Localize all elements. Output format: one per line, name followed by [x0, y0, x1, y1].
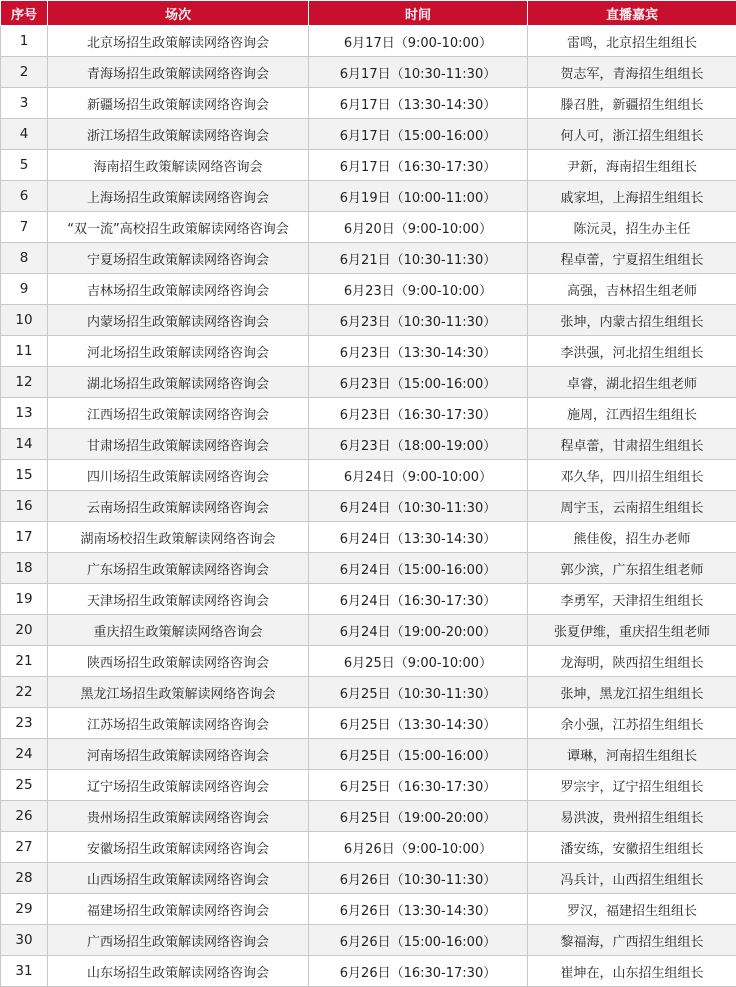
cell-time: 6月24日（15:00-16:00）	[309, 553, 528, 584]
cell-time: 6月25日（13:30-14:30）	[309, 708, 528, 739]
cell-guest: 李勇军，天津招生组组长	[528, 584, 736, 615]
table-row	[1, 739, 736, 770]
cell-time: 6月25日（15:00-16:00）	[309, 739, 528, 770]
cell-time: 6月26日（16:30-17:30）	[309, 956, 528, 987]
cell-guest: 何人可，浙江招生组组长	[528, 119, 736, 150]
cell-guest: 张坤，内蒙古招生组组长	[528, 305, 736, 336]
table-row	[1, 336, 736, 367]
cell-session: 江苏场招生政策解读网络咨询会	[48, 708, 309, 739]
cell-session: 江西场招生政策解读网络咨询会	[48, 398, 309, 429]
table-row	[1, 243, 736, 274]
cell-index: 18	[1, 553, 48, 584]
cell-index: 11	[1, 336, 48, 367]
table-row	[1, 646, 736, 677]
cell-index: 6	[1, 181, 48, 212]
cell-time: 6月24日（10:30-11:30）	[309, 491, 528, 522]
cell-time: 6月17日（16:30-17:30）	[309, 150, 528, 181]
cell-time: 6月23日（13:30-14:30）	[309, 336, 528, 367]
table-row	[1, 212, 736, 243]
table-row	[1, 119, 736, 150]
cell-session: 上海场招生政策解读网络咨询会	[48, 181, 309, 212]
table-row	[1, 584, 736, 615]
table-row	[1, 57, 736, 88]
cell-index: 7	[1, 212, 48, 243]
table-row	[1, 863, 736, 894]
table-row	[1, 26, 736, 57]
header-session: 场次	[48, 1, 309, 26]
cell-index: 25	[1, 770, 48, 801]
header-index: 序号	[1, 1, 48, 26]
cell-guest: 雷鸣，北京招生组组长	[528, 26, 736, 57]
cell-guest: 戚家坦，上海招生组组长	[528, 181, 736, 212]
table-row	[1, 181, 736, 212]
cell-index: 22	[1, 677, 48, 708]
cell-session: 吉林场招生政策解读网络咨询会	[48, 274, 309, 305]
cell-index: 3	[1, 88, 48, 119]
table-row	[1, 150, 736, 181]
cell-session: 青海场招生政策解读网络咨询会	[48, 57, 309, 88]
cell-time: 6月17日（13:30-14:30）	[309, 88, 528, 119]
table-body	[1, 26, 736, 987]
cell-index: 4	[1, 119, 48, 150]
cell-time: 6月21日（10:30-11:30）	[309, 243, 528, 274]
cell-time: 6月23日（15:00-16:00）	[309, 367, 528, 398]
cell-session: 辽宁场招生政策解读网络咨询会	[48, 770, 309, 801]
cell-time: 6月23日（10:30-11:30）	[309, 305, 528, 336]
cell-session: 天津场招生政策解读网络咨询会	[48, 584, 309, 615]
cell-time: 6月24日（13:30-14:30）	[309, 522, 528, 553]
cell-session: 重庆招生政策解读网络咨询会	[48, 615, 309, 646]
cell-session: 河南场招生政策解读网络咨询会	[48, 739, 309, 770]
cell-time: 6月17日（9:00-10:00）	[309, 26, 528, 57]
table-row	[1, 460, 736, 491]
cell-guest: 余小强，江苏招生组组长	[528, 708, 736, 739]
cell-guest: 张坤，黑龙江招生组组长	[528, 677, 736, 708]
cell-session: 宁夏场招生政策解读网络咨询会	[48, 243, 309, 274]
cell-time: 6月17日（15:00-16:00）	[309, 119, 528, 150]
cell-time: 6月25日（19:00-20:00）	[309, 801, 528, 832]
cell-time: 6月26日（10:30-11:30）	[309, 863, 528, 894]
cell-index: 2	[1, 57, 48, 88]
cell-session: 陕西场招生政策解读网络咨询会	[48, 646, 309, 677]
cell-guest: 郭少滨，广东招生组老师	[528, 553, 736, 584]
cell-guest: 黎福海，广西招生组组长	[528, 925, 736, 956]
cell-time: 6月24日（9:00-10:00）	[309, 460, 528, 491]
cell-time: 6月24日（16:30-17:30）	[309, 584, 528, 615]
cell-time: 6月26日（13:30-14:30）	[309, 894, 528, 925]
cell-index: 17	[1, 522, 48, 553]
table-row	[1, 429, 736, 460]
cell-guest: 卓睿，湖北招生组老师	[528, 367, 736, 398]
cell-time: 6月20日（9:00-10:00）	[309, 212, 528, 243]
cell-index: 8	[1, 243, 48, 274]
cell-session: 北京场招生政策解读网络咨询会	[48, 26, 309, 57]
table-row	[1, 925, 736, 956]
cell-guest: 罗汉，福建招生组组长	[528, 894, 736, 925]
cell-guest: 贺志军，青海招生组组长	[528, 57, 736, 88]
cell-index: 30	[1, 925, 48, 956]
cell-guest: 熊佳俊，招生办老师	[528, 522, 736, 553]
cell-time: 6月25日（10:30-11:30）	[309, 677, 528, 708]
table-row	[1, 491, 736, 522]
cell-index: 29	[1, 894, 48, 925]
cell-index: 23	[1, 708, 48, 739]
cell-guest: 滕召胜，新疆招生组组长	[528, 88, 736, 119]
cell-session: 广西场招生政策解读网络咨询会	[48, 925, 309, 956]
cell-index: 1	[1, 26, 48, 57]
cell-guest: 施周，江西招生组组长	[528, 398, 736, 429]
cell-index: 16	[1, 491, 48, 522]
cell-time: 6月24日（19:00-20:00）	[309, 615, 528, 646]
table-row	[1, 677, 736, 708]
cell-session: 黑龙江场招生政策解读网络咨询会	[48, 677, 309, 708]
cell-session: 河北场招生政策解读网络咨询会	[48, 336, 309, 367]
header-row	[1, 1, 736, 26]
cell-session: 新疆场招生政策解读网络咨询会	[48, 88, 309, 119]
cell-guest: 邓久华，四川招生组组长	[528, 460, 736, 491]
cell-session: 湖南场校招生政策解读网络咨询会	[48, 522, 309, 553]
cell-index: 21	[1, 646, 48, 677]
table-row	[1, 615, 736, 646]
cell-session: 福建场招生政策解读网络咨询会	[48, 894, 309, 925]
table-row	[1, 801, 736, 832]
cell-index: 15	[1, 460, 48, 491]
cell-session: 海南招生政策解读网络咨询会	[48, 150, 309, 181]
cell-session: 四川场招生政策解读网络咨询会	[48, 460, 309, 491]
cell-guest: 龙海明，陕西招生组组长	[528, 646, 736, 677]
cell-time: 6月23日（18:00-19:00）	[309, 429, 528, 460]
cell-guest: 程卓蕾，宁夏招生组组长	[528, 243, 736, 274]
cell-index: 19	[1, 584, 48, 615]
cell-guest: 周宇玉，云南招生组组长	[528, 491, 736, 522]
cell-time: 6月26日（15:00-16:00）	[309, 925, 528, 956]
cell-index: 24	[1, 739, 48, 770]
table-row	[1, 770, 736, 801]
cell-index: 27	[1, 832, 48, 863]
cell-session: 山西场招生政策解读网络咨询会	[48, 863, 309, 894]
cell-session: 云南场招生政策解读网络咨询会	[48, 491, 309, 522]
table-row	[1, 956, 736, 987]
cell-index: 9	[1, 274, 48, 305]
cell-guest: 高强，吉林招生组老师	[528, 274, 736, 305]
cell-session: 山东场招生政策解读网络咨询会	[48, 956, 309, 987]
table-row	[1, 708, 736, 739]
cell-guest: 张夏伊维，重庆招生组老师	[528, 615, 736, 646]
cell-guest: 冯兵计，山西招生组组长	[528, 863, 736, 894]
cell-guest: 易洪波，贵州招生组组长	[528, 801, 736, 832]
cell-time: 6月17日（10:30-11:30）	[309, 57, 528, 88]
cell-time: 6月23日（16:30-17:30）	[309, 398, 528, 429]
cell-session: 安徽场招生政策解读网络咨询会	[48, 832, 309, 863]
cell-time: 6月25日（16:30-17:30）	[309, 770, 528, 801]
table-row	[1, 367, 736, 398]
header-time: 时间	[309, 1, 528, 26]
table-row	[1, 553, 736, 584]
cell-guest: 谭琳，河南招生组组长	[528, 739, 736, 770]
table-row	[1, 88, 736, 119]
cell-index: 31	[1, 956, 48, 987]
cell-time: 6月19日（10:00-11:00）	[309, 181, 528, 212]
cell-index: 26	[1, 801, 48, 832]
cell-index: 13	[1, 398, 48, 429]
cell-session: 浙江场招生政策解读网络咨询会	[48, 119, 309, 150]
cell-guest: 尹新，海南招生组组长	[528, 150, 736, 181]
table-row	[1, 305, 736, 336]
cell-guest: 程卓蕾，甘肃招生组组长	[528, 429, 736, 460]
table-row	[1, 274, 736, 305]
cell-session: 贵州场招生政策解读网络咨询会	[48, 801, 309, 832]
table-row	[1, 894, 736, 925]
cell-index: 20	[1, 615, 48, 646]
cell-session: 内蒙场招生政策解读网络咨询会	[48, 305, 309, 336]
cell-session: 广东场招生政策解读网络咨询会	[48, 553, 309, 584]
cell-guest: 罗宗宇，辽宁招生组组长	[528, 770, 736, 801]
cell-index: 12	[1, 367, 48, 398]
cell-guest: 崔坤在，山东招生组组长	[528, 956, 736, 987]
table-row	[1, 398, 736, 429]
cell-index: 14	[1, 429, 48, 460]
cell-time: 6月26日（9:00-10:00）	[309, 832, 528, 863]
cell-session: 甘肃场招生政策解读网络咨询会	[48, 429, 309, 460]
cell-time: 6月25日（9:00-10:00）	[309, 646, 528, 677]
cell-index: 10	[1, 305, 48, 336]
cell-guest: 陈沅灵，招生办主任	[528, 212, 736, 243]
header-guest: 直播嘉宾	[528, 1, 736, 26]
cell-time: 6月23日（9:00-10:00）	[309, 274, 528, 305]
cell-session: 湖北场招生政策解读网络咨询会	[48, 367, 309, 398]
cell-index: 28	[1, 863, 48, 894]
table-row	[1, 522, 736, 553]
cell-guest: 潘安练，安徽招生组组长	[528, 832, 736, 863]
cell-session: “双一流”高校招生政策解读网络咨询会	[48, 212, 309, 243]
cell-index: 5	[1, 150, 48, 181]
cell-guest: 李洪强，河北招生组组长	[528, 336, 736, 367]
table-row	[1, 832, 736, 863]
